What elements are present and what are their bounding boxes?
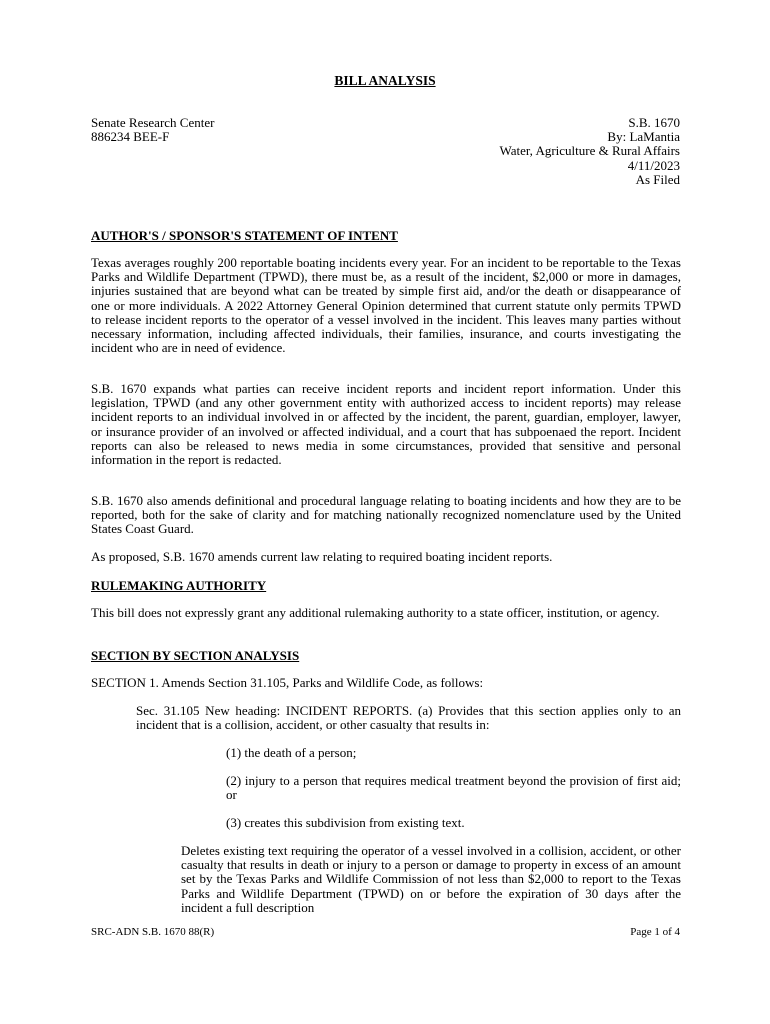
document-id: 886234 BEE-F (91, 129, 170, 145)
section-analysis-heading: SECTION BY SECTION ANALYSIS (91, 648, 300, 663)
intent-paragraph-1: Texas averages roughly 200 reportable boating incidents every year. For an incident to be reportable to the Texas Parks and Wildlife Department (TPWD), there must be, as a result of the incident, $2,000 or more in damages, injuries sustained that are beyond what can be treated by simple first aid, and/or the death or disappearance of one or more individuals. A 2022 Attorney General Opinion determined that current statute only permits TPWD to release incident reports to the operator of a vessel involved in the incident. This leaves many parties without necessary information, including affected individuals, their families, insurance, and courts investigating the incident who are in need of evidence. (91, 255, 681, 356)
bill-status: As Filed (635, 171, 680, 187)
intent-heading: AUTHOR'S / SPONSOR'S STATEMENT OF INTENT (91, 228, 398, 243)
list-item-3: (3) creates this subdivision from existing text. (226, 815, 465, 830)
intent-paragraph-2: S.B. 1670 expands what parties can receive incident reports and incident report information. Under this legislation, TPWD (and any other government entity with authorized access to incident reports) may release incident reports to an individual involved in or affected by the incident, the parent, guardian, employer, lawyer, or insurance provider of an involved or affected individual, and a court that has subpoenaed the report. Incident reports can also be released to news media in some circumstances, provided that sensitive and personal information in the report is redacted. (91, 381, 681, 468)
header-left-block (91, 116, 214, 144)
footer-page-number: Page 1 of 4 (630, 926, 680, 938)
footer-document-code: SRC-ADN S.B. 1670 88(R) (91, 926, 215, 938)
section-1-paragraph: SECTION 1. Amends Section 31.105, Parks and Wildlife Code, as follows: (91, 675, 484, 690)
rulemaking-heading: RULEMAKING AUTHORITY (91, 578, 267, 593)
sec-31105-paragraph: Sec. 31.105 New heading: INCIDENT REPORTS. (a) Provides that this section applies only to an incident that is a collision, accident, or other casualty that results in: (136, 703, 681, 733)
list-item-2: (2) injury to a person that requires medical treatment beyond the provision of first aid; or (226, 773, 681, 803)
deletes-paragraph: Deletes existing text requiring the operator of a vessel involved in a collision, accident, or other casualty that results in death or injury to a person or damage to property in excess of an amount set by the Texas Parks and Wildlife Commission of not less than $2,000 to report to the Texas Parks and Wildlife Department (TPWD) on or before the expiration of 30 days after the incident a full description (181, 843, 681, 915)
research-center-label: Senate Research Center (91, 115, 215, 130)
header-right-block (499, 116, 680, 187)
document-title: BILL ANALYSIS (334, 73, 436, 88)
intent-paragraph-3: S.B. 1670 also amends definitional and procedural language relating to boating incidents and how they are to be reported, both for the sake of clarity and for matching nationally recognized nomenclature used by the United States Coast Guard. (91, 493, 681, 537)
rulemaking-paragraph: This bill does not expressly grant any additional rulemaking authority to a state officer, institution, or agency. (91, 605, 660, 620)
list-item-1: (1) the death of a person; (226, 745, 357, 760)
bill-number: S.B. 1670 (628, 115, 680, 130)
bill-author: By: LaMantia (607, 129, 680, 145)
committee-name: Water, Agriculture & Rural Affairs (499, 143, 680, 159)
intent-paragraph-4: As proposed, S.B. 1670 amends current law relating to required boating incident reports. (91, 549, 553, 564)
analysis-date: 4/11/2023 (627, 157, 680, 173)
